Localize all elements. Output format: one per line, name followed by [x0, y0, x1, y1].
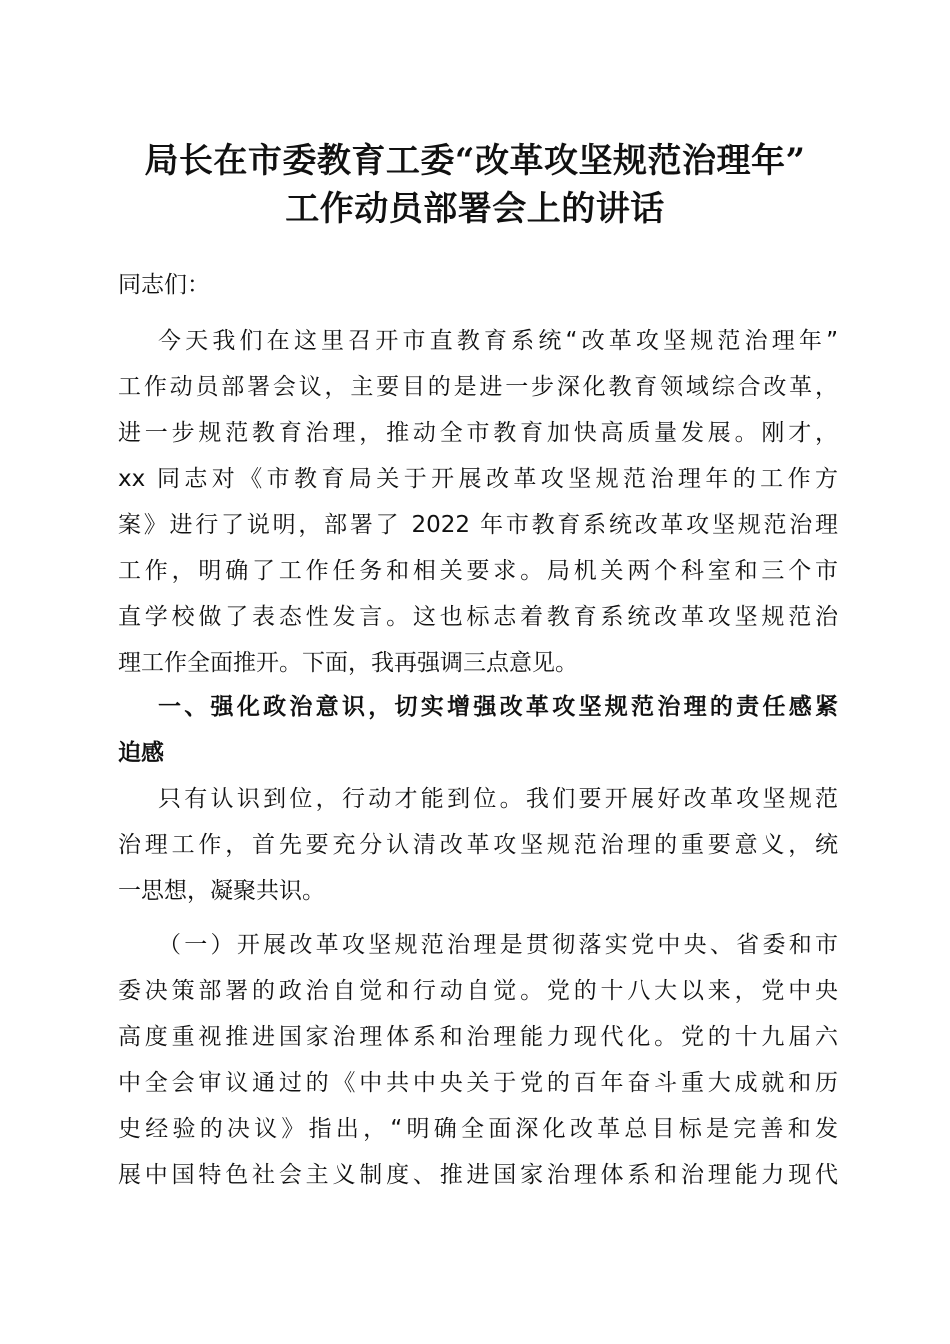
paragraph-line: 治理工作，首先要充分认清改革攻坚规范治理的重要意义，统 — [118, 832, 838, 858]
salutation: 同志们： — [118, 272, 210, 298]
paragraph-line: 高度重视推进国家治理体系和治理能力现代化。党的十九届六 — [118, 1024, 838, 1050]
paragraph-line: 进一步规范教育治理，推动全市教育加快高质量发展。刚才， — [118, 420, 838, 446]
paragraph-line: 一思想，凝聚共识。 — [118, 878, 325, 904]
paragraph-line: 只有认识到位，行动才能到位。我们要开展好改革攻坚规范 — [158, 786, 838, 812]
paragraph-line: 直学校做了表态性发言。这也标志着教育系统改革攻坚规范治 — [118, 604, 838, 630]
paragraph-line: 史经验的决议》指出，“明确全面深化改革总目标是完善和发 — [118, 1116, 838, 1142]
paragraph-line: xx 同志对《市教育局关于开展改革攻坚规范治理年的工作方 — [118, 466, 838, 492]
paragraph-line: 工作，明确了工作任务和相关要求。局机关两个科室和三个市 — [118, 558, 838, 584]
paragraph-line: （一）开展改革攻坚规范治理是贯彻落实党中央、省委和市 — [158, 932, 838, 958]
paragraph-line: 委决策部署的政治自觉和行动自觉。党的十八大以来，党中央 — [118, 978, 838, 1004]
paragraph-line: 中全会审议通过的《中共中央关于党的百年奋斗重大成就和历 — [118, 1070, 838, 1096]
paragraph-line: 理工作全面推开。下面，我再强调三点意见。 — [118, 650, 578, 676]
paragraph-line: 展中国特色社会主义制度、推进国家治理体系和治理能力现代 — [118, 1162, 838, 1188]
section-heading: 迫感 — [118, 740, 164, 766]
paragraph-line: 今天我们在这里召开市直教育系统“改革攻坚规范治理年” — [158, 328, 838, 354]
paragraph-line: 工作动员部署会议，主要目的是进一步深化教育领域综合改革， — [118, 374, 838, 400]
paragraph-line: 案》进行了说明，部署了 2022 年市教育系统改革攻坚规范治理 — [118, 512, 838, 538]
document-title-line-1: 局长在市委教育工委“改革攻坚规范治理年” — [144, 141, 806, 181]
section-heading: 一、强化政治意识，切实增强改革攻坚规范治理的责任感紧 — [158, 694, 838, 720]
document-title-line-2: 工作动员部署会上的讲话 — [285, 189, 665, 229]
